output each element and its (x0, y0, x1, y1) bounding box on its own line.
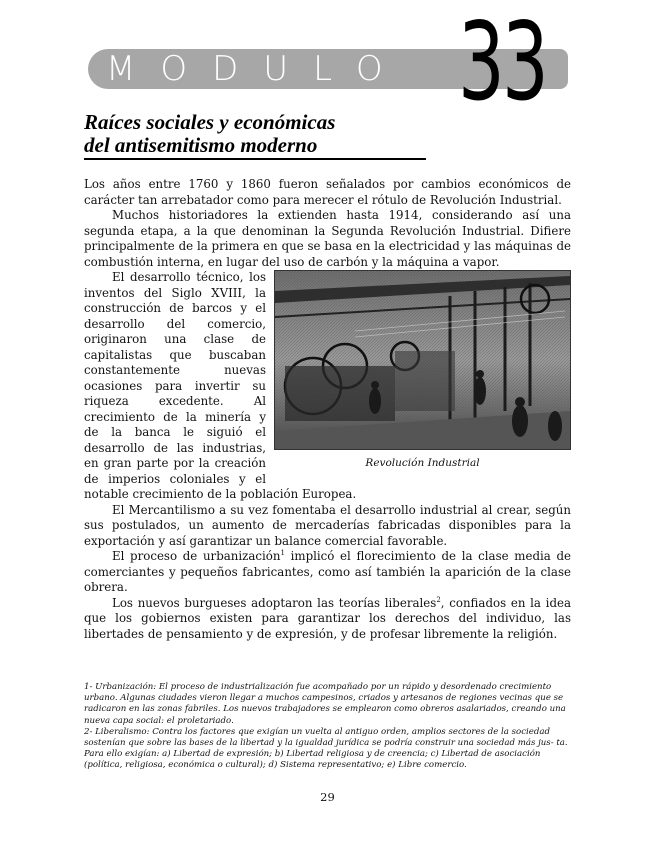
figure-wrap (84, 270, 571, 503)
page-number: 29 (320, 790, 335, 804)
paragraph-6 (84, 596, 571, 643)
footnote-1: 1- Urbanización: El proceso de industrialización fue acompañado por un rápido y desordenado crecimiento urbano. Algunas ciudades vieron llegar a muchos campesinos, criados y artesanos de regiones vecinas que se radicaron en las zonas fabriles. Los nuevos trabajadores se emplearon como obreros asalariados, creando una nueva capa social: el proletariado. (84, 682, 566, 726)
footnotes (84, 682, 571, 772)
figure (274, 270, 571, 476)
title-underline (84, 158, 426, 160)
paragraph-2: Muchos historiadores la extienden hasta 1914, considerando así una segunda etapa, a la que denominan la Segunda Revolución Industrial. Difiere principalmente de la primera en que se basa en la electricidad y las máquinas de combustión interna, en lugar del uso de carbón y la máquina a vapor. (84, 208, 571, 269)
paragraph-3: El desarrollo técnico, los inventos del Siglo XVIII, la construcción de barcos y el desarrollo del comercio, originaron una clase de capitalistas que buscaban constantemente nuevas ocasiones para invertir su riqueza excedente. Al crecimiento de la minería y de la banca le siguió el desarrollo de las industrias, en gran parte por la creación de imperios coloniales y el notable crecimiento de la población Europea. (84, 270, 357, 501)
industrial-revolution-illustration (274, 270, 571, 450)
paragraph-5 (84, 549, 571, 596)
paragraph-1: Los años entre 1760 y 1860 fueron señalados por cambios económicos de carácter tan arrebatador como para merecer el rótulo de Revolución Industrial. (84, 177, 571, 207)
chapter-title-line-1: Raíces sociales y económicas (84, 110, 336, 134)
figure-caption: Revolución Industrial (365, 457, 480, 469)
body-text (84, 177, 571, 642)
paragraph-5-text-cont: implicó el florecimiento de la clase media de comerciantes y pequeños fabricantes, como así también la aparición de la clase obrera. (84, 549, 572, 594)
footnote-2: 2- Liberalismo: Contra los factores que exigían un vuelta al antiguo orden, amplios sectores de la sociedad sostenían que sobre las bases de la libertad y la igualdad jurídica se podría construir una sociedad más jus- ta. Para ello exigían: a) Libertad de expresión; b) Libertad religiosa y de creencia; c) Libertad de asociación (política, religiosa, económica o cultural); d) Sistema representativo; e) Libre comercio. (84, 726, 568, 771)
footnote-ref-1: 1 (280, 549, 285, 558)
paragraph-5-text: El proceso de urbanización (112, 549, 281, 563)
chapter-title-line-2: del antisemitismo moderno (84, 133, 318, 157)
module-label: MODULO (106, 49, 408, 89)
paragraph-6-text: Los nuevos burgueses adoptaron las teorías liberales (112, 595, 437, 610)
paragraph-4: El Mercantilismo a su vez fomentaba el desarrollo industrial al crear, según sus postulados, un aumento de mercaderías fabricadas disponibles para la exportación y así garantizar un balance comercial favorable. (84, 502, 571, 548)
module-number: 33 (457, 0, 547, 125)
chapter-title (84, 111, 424, 157)
footnote-ref-2: 2 (436, 595, 441, 604)
paragraph-6-text-cont: , confiados en la idea que los gobiernos existen para garantizar los derechos del individuo, las libertades de pensamiento y de expresión, y de profesar libremente la religión. (84, 595, 572, 641)
